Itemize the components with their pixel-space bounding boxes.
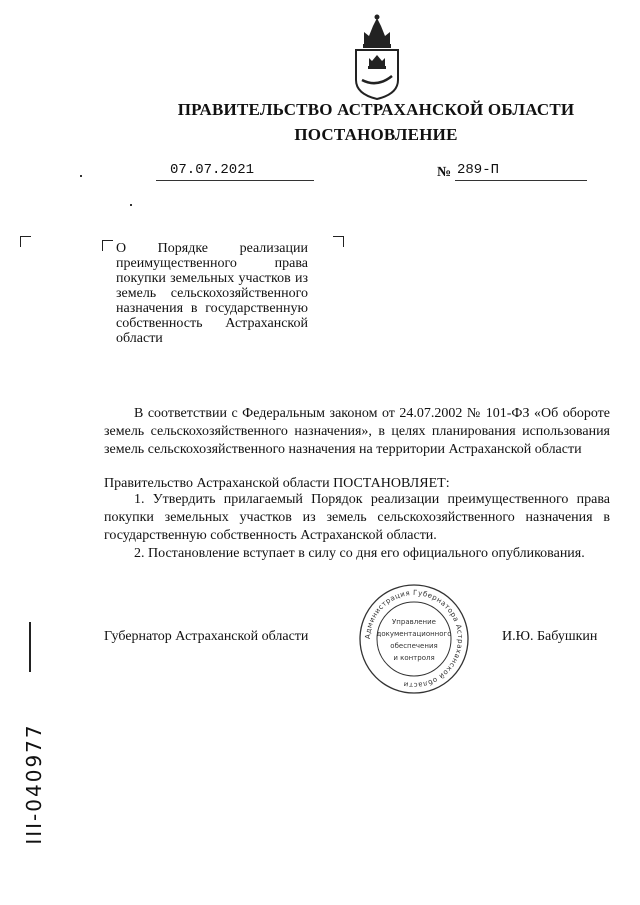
scan-dot [130,204,132,206]
clause-2: 2. Постановление вступает в силу со дня его официального опубликования. [134,546,585,561]
stamp-line-4: и контроля [393,654,435,662]
corner-mark-right [333,236,344,247]
stamp-line-1: Управление [392,618,436,626]
clause-1: 1. Утвердить прилагаемый Порядок реализации преимущественного права покупки земельных участков из земель сельскохозяйственного назначения в государственную собственность Астраханской области. [104,492,610,543]
organization-title: ПРАВИТЕЛЬСТВО АСТРАХАНСКОЙ ОБЛАСТИ [177,100,575,119]
resolution-line: Правительство Астраханской области ПОСТАНОВЛЯЕТ: [104,476,450,491]
corner-mark-left [20,236,31,247]
stamp-line-3: обеспечения [390,642,438,650]
document-subject: О Порядке реализации преимущественного права покупки земельных участков из земель сельскохозяйственного назначения в государственную собственность Астраханской области [116,241,308,346]
corner-mark-subject [102,240,113,251]
preamble-paragraph: В соответствии с Федеральным законом от 24.07.2002 № 101-ФЗ «Об обороте земель сельскохозяйственного назначения», в целях планирования использования земель сельскохозяйственного назначения на территории Астраханской области [104,406,610,457]
document-date: 07.07.2021 [170,162,255,178]
signatory-position: Губернатор Астраханской области [104,629,309,644]
coat-of-arms-icon [352,14,402,100]
side-serial-container [22,719,46,849]
official-stamp [358,583,470,695]
side-serial-number: III-040977 [22,723,46,845]
svg-text:Администрация Губернатора Астр [364,589,464,689]
scan-dot [80,175,82,177]
number-label: № [437,165,452,180]
margin-line [29,622,31,672]
document-type: ПОСТАНОВЛЕНИЕ [294,125,458,144]
stamp-line-2: документационного [376,630,452,638]
signatory-name: И.Ю. Бабушкин [502,629,598,644]
stamp-ring-text: Администрация Губернатора Астраханской области [363,588,465,690]
document-number: 289-П [457,162,500,178]
